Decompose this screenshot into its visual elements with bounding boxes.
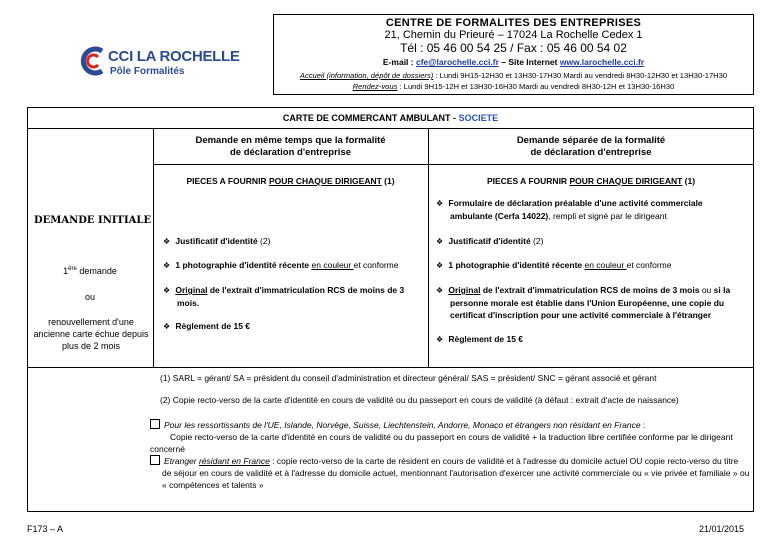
rdv-line: Rendez-vous : Lundi 9H15-12H et 13H30-16H30 Mardi au vendredi 8H30-12H et 13H30-16H30	[352, 82, 675, 91]
diamond-bullet-icon: ❖	[436, 261, 444, 270]
cci-logo	[78, 42, 238, 82]
diamond-bullet-icon: ❖	[163, 261, 171, 270]
col2-photo-item: ❖ 1 photographie d'identité récente en couleur et conforme	[436, 260, 672, 270]
footer-date: 21/01/2015	[698, 524, 744, 534]
checkbox-icon	[150, 419, 160, 429]
col1-header: Demande en même temps que la formalité de déclaration d'entreprise	[195, 135, 386, 158]
diamond-bullet-icon: ❖	[163, 286, 171, 295]
logo-sub: Pôle Formalités	[110, 66, 185, 77]
org-title: CENTRE DE FORMALITES DES ENTREPRISES	[385, 17, 642, 29]
diamond-bullet-icon: ❖	[163, 322, 171, 331]
footer-ref: F173 – A	[27, 524, 64, 534]
or-label: ou	[84, 292, 95, 302]
diamond-bullet-icon: ❖	[436, 199, 444, 208]
cci-logo-mark	[78, 46, 108, 76]
accueil-line: Accueil (information, dépôt de dossiers) : Lundi 9H15-12H30 et 13H30-17H30 Mardi au vendredi 8H30-12H30 et 13H30-17H30	[299, 71, 728, 80]
col1-fee-item: ❖ Règlement de 15 €	[163, 321, 251, 331]
col2-pieces: PIECES A FOURNIR POUR CHAQUE DIRIGEANT (1)	[486, 176, 696, 186]
email-link[interactable]: cfe@larochelle.cci.fr	[415, 57, 499, 67]
col1-id-item: ❖ Justificatif d'identité (2)	[163, 236, 271, 246]
row-label: DEMANDE INITIALE	[34, 215, 152, 226]
website-link[interactable]: www.larochelle.cci.fr	[559, 57, 645, 67]
address: 21, Chemin du Prieuré – 17024 La Rochelle Cedex 1	[384, 29, 643, 41]
diamond-bullet-icon: ❖	[436, 335, 444, 344]
note-1: (1) SARL = gérant/ SA = président du conseil d'administration et directeur général/ SAS = président/ SNC = gérant associé et gérant	[160, 373, 657, 383]
logo-brand: CCI LA ROCHELLE	[108, 48, 240, 65]
divider	[428, 128, 429, 367]
phone-fax: Tél : 05 46 00 54 25 / Fax : 05 46 00 54 02	[400, 41, 627, 55]
col2-id-item: ❖ Justificatif d'identité (2)	[436, 236, 544, 246]
checkbox-icon	[150, 455, 160, 465]
contact-line: E-mail : cfe@larochelle.cci.fr – Site Internet www.larochelle.cci.fr	[382, 57, 645, 67]
col2-original-item: ❖ Original de l'extrait d'immatriculation RCS de moins de 3 mois ou si la personne morale est établie dans l'Union Européenne, une copie du certificat d'inscription pour une activité commerciale à l'étranger	[436, 285, 731, 320]
note-eu: Pour les ressortissants de l'UE, Islande, Norvège, Suisse, Liechtenstein, Andorre, Monaco et étrangers non résidant en France : Copie recto-verso de la carte d'identité en cours de validité ou du passeport en cours de validité + la traduction libre certifiée conforme par le dirigeant concerné	[150, 420, 733, 454]
note-foreign: Etranger résidant en France : copie recto-verso de la carte de résident en cours de validité et à l'adresse du domicile actuel OU copie recto-verso du titre de séjour en cours de validité et à l'adresse du domicile actuel, mentionnant l'autorisation d'exercer une activité commerciale ou « vie privée et familiale » ou « compétences et talents »	[150, 455, 750, 491]
col2-fee-item: ❖ Règlement de 15 €	[436, 334, 524, 344]
table-title: CARTE DE COMMERCANT AMBULANT - SOCIETE	[282, 113, 499, 123]
col1-photo-item: ❖ 1 photographie d'identité récente en couleur et conforme	[163, 260, 399, 270]
first-request: 1ère demande	[63, 266, 117, 276]
diamond-bullet-icon: ❖	[436, 237, 444, 246]
divider	[153, 164, 754, 165]
title-highlight: SOCIETE	[458, 113, 499, 123]
col2-header: Demande séparée de la formalité de déclaration d'entreprise	[516, 135, 666, 158]
diamond-bullet-icon: ❖	[163, 237, 171, 246]
divider	[27, 367, 754, 368]
renewal-label: renouvellement d'une ancienne carte échue depuis plus de 2 mois	[33, 317, 149, 351]
divider	[153, 128, 154, 367]
diamond-bullet-icon: ❖	[436, 286, 444, 295]
divider	[27, 128, 754, 129]
col2-form-item: ❖ Formulaire de déclaration préalable d'une activité commerciale ambulante (Cerfa 14022), rempli et signé par le dirigeant	[436, 198, 703, 221]
col1-pieces: PIECES A FOURNIR POUR CHAQUE DIRIGEANT (1)	[186, 176, 395, 186]
note-2: (2) Copie recto-verso de la carte d'identité en cours de validité ou du passeport en cours de validité (à défaut : extrait d'acte de naissance)	[160, 395, 679, 405]
col1-original-item: ❖ Original de l'extrait d'immatriculation RCS de moins de 3 mois.	[163, 285, 405, 308]
